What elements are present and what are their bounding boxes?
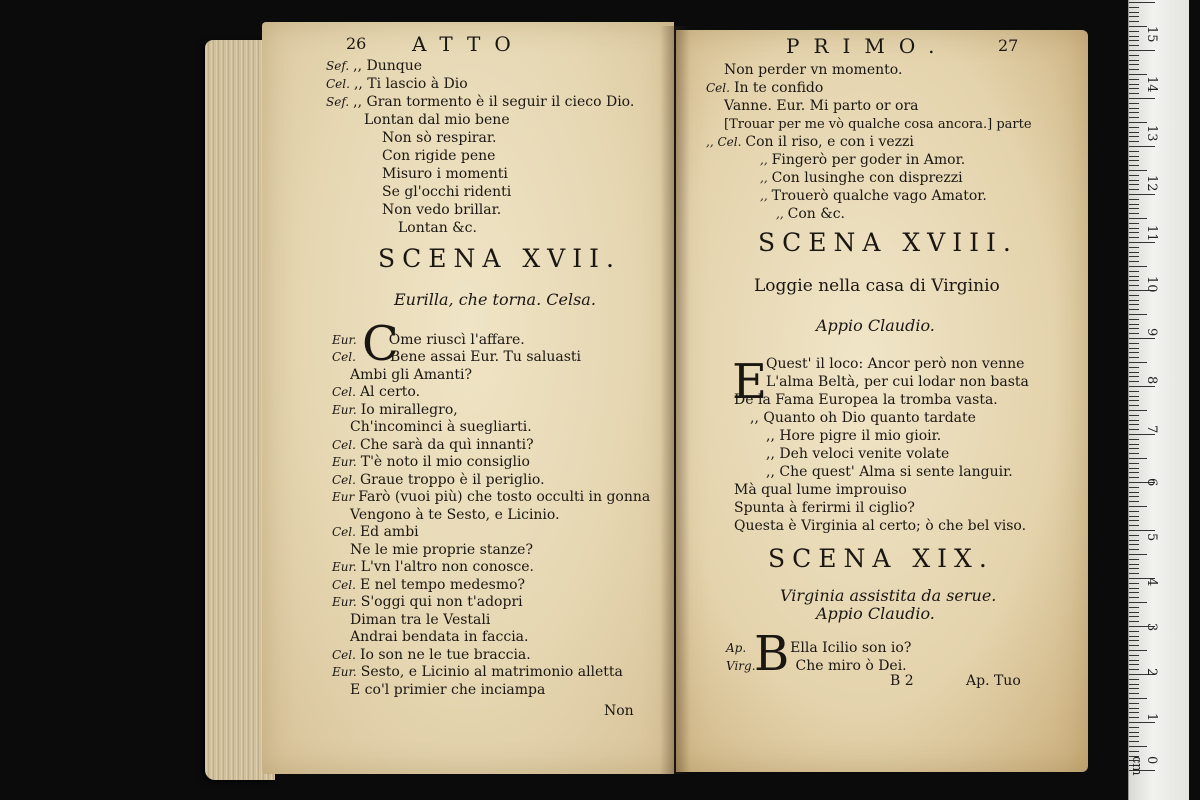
ruler-tick	[1129, 501, 1139, 502]
ruler-tick	[1129, 31, 1139, 32]
ruler-tick	[1129, 165, 1139, 166]
dialogue-line: Cel. Bene assai Eur. Tu saluasti	[332, 349, 582, 365]
ruler-tick	[1129, 472, 1139, 473]
ruler-tick	[1129, 429, 1139, 430]
dialogue-line: Virg. Che miro ò Dei.	[726, 658, 907, 674]
ruler-tick	[1129, 122, 1147, 123]
ruler-label: 13	[1144, 125, 1159, 142]
ruler-tick	[1129, 319, 1139, 320]
ruler-label: 14	[1144, 76, 1159, 93]
verse-line: Cel. ,, Ti lascio à Dio	[326, 76, 468, 92]
verse-line: Non sò respirar.	[382, 130, 497, 146]
drop-cap: C	[362, 316, 399, 372]
ruler-tick	[1129, 300, 1139, 301]
ruler-tick	[1129, 640, 1139, 641]
dialogue-line: E co'l primier che inciampa	[350, 682, 546, 698]
left-running-head: ATTO	[412, 32, 525, 56]
ruler-tick	[1129, 650, 1147, 651]
ruler-tick	[1129, 333, 1139, 334]
verse-line: ,, Fingerò per goder in Amor.	[760, 152, 966, 168]
ruler-tick	[1129, 228, 1139, 229]
dialogue-line: Eur Farò (vuoi più) che tosto occulti in gonna	[332, 489, 651, 505]
ruler-tick	[1129, 324, 1139, 325]
ruler-label: 8	[1144, 376, 1159, 385]
ruler-tick	[1129, 55, 1139, 56]
ruler-tick	[1129, 242, 1155, 243]
dialogue-line: Eur. Ome riuscì l'affare.	[332, 332, 525, 348]
dialogue-line: Ambi gli Amanti?	[350, 367, 473, 383]
scene-subtitle: Eurilla, che torna. Celsa.	[394, 290, 596, 309]
ruler-tick	[1129, 410, 1147, 411]
scene-heading: Loggie nella casa di Virginio	[754, 276, 1000, 296]
ruler-label: 0 cm	[1129, 756, 1159, 776]
ruler-tick	[1129, 69, 1139, 70]
ruler-tick	[1129, 40, 1139, 41]
monologue-line: ,, Hore pigre il mio gioir.	[766, 428, 942, 444]
right-page-number: 27	[998, 36, 1019, 55]
ruler-tick	[1129, 36, 1139, 37]
ruler-tick	[1129, 213, 1139, 214]
ruler-tick	[1129, 376, 1139, 377]
ruler-tick	[1129, 223, 1139, 224]
ruler-tick	[1129, 487, 1139, 488]
ruler-label: 5	[1144, 533, 1159, 542]
ruler-tick	[1129, 314, 1147, 315]
ruler-tick	[1129, 103, 1139, 104]
ruler-tick	[1129, 295, 1139, 296]
ruler-tick	[1129, 50, 1155, 51]
dialogue-line: Eur. S'oggi qui non t'adopri	[332, 594, 523, 610]
ruler-tick	[1129, 463, 1139, 464]
catchword: Ap. Tuo	[966, 673, 1021, 689]
ruler-tick	[1129, 424, 1139, 425]
ruler-label: 2	[1144, 668, 1159, 677]
ruler-label: 6	[1144, 478, 1159, 487]
ruler-tick	[1129, 698, 1147, 699]
ruler-tick	[1129, 338, 1155, 339]
ruler-tick	[1129, 74, 1147, 75]
ruler-tick	[1129, 588, 1139, 589]
dialogue-line: Cel. Ed ambi	[332, 524, 419, 540]
monologue-line: Mà qual lume improuiso	[734, 482, 907, 498]
ruler-tick	[1129, 184, 1139, 185]
ruler-tick	[1129, 367, 1139, 368]
ruler-tick	[1129, 607, 1139, 608]
ruler-tick	[1129, 520, 1139, 521]
ruler-tick	[1129, 141, 1139, 142]
ruler-tick	[1129, 506, 1147, 507]
ruler-tick	[1129, 64, 1139, 65]
ruler-tick	[1129, 204, 1139, 205]
verse-line: Non perder vn momento.	[724, 62, 903, 78]
dialogue-line: Eur. Sesto, e Licinio al matrimonio alletta	[332, 664, 623, 680]
ruler-tick	[1129, 453, 1139, 454]
ruler-tick	[1129, 156, 1139, 157]
ruler-label: 11	[1144, 225, 1159, 242]
ruler-tick	[1129, 400, 1139, 401]
verse-line: Lontan &c.	[398, 220, 477, 236]
ruler-tick	[1129, 420, 1139, 421]
ruler-tick	[1129, 669, 1139, 670]
ruler-tick	[1129, 448, 1139, 449]
ruler-tick	[1129, 348, 1139, 349]
ruler-tick	[1129, 645, 1139, 646]
ruler-tick	[1129, 434, 1155, 435]
scene-subtitle: Appio Claudio.	[816, 316, 935, 335]
ruler-tick	[1129, 7, 1139, 8]
ruler-label: 7	[1144, 425, 1159, 434]
ruler-tick	[1129, 352, 1139, 353]
scene-title: SCENA XVII.	[378, 244, 621, 273]
ruler-tick	[1129, 98, 1155, 99]
ruler-tick	[1129, 597, 1139, 598]
verse-line: Sef. ,, Gran tormento è il seguir il cieco Dio.	[326, 94, 635, 110]
ruler-tick	[1129, 616, 1139, 617]
ruler-tick	[1129, 175, 1139, 176]
verse-line: ,, Con &c.	[776, 206, 846, 222]
ruler-tick	[1129, 309, 1139, 310]
ruler-label: 12	[1144, 175, 1159, 192]
ruler-tick	[1129, 357, 1139, 358]
left-page	[262, 22, 674, 774]
ruler-tick	[1129, 727, 1139, 728]
ruler-tick	[1129, 136, 1139, 137]
ruler-tick	[1129, 261, 1139, 262]
scene-subtitle-2a: Virginia assistita da serue.	[780, 586, 997, 605]
ruler-label: 15	[1144, 26, 1159, 43]
dialogue-line: Ap. Ella Icilio son io?	[726, 640, 912, 656]
dialogue-line: Vengono à te Sesto, e Licinio.	[350, 507, 560, 523]
left-page-number: 26	[346, 34, 367, 53]
ruler-tick	[1129, 405, 1139, 406]
ruler-tick	[1129, 285, 1139, 286]
ruler-tick	[1129, 252, 1139, 253]
ruler-tick	[1129, 468, 1139, 469]
ruler-tick	[1129, 549, 1139, 550]
ruler-tick	[1129, 660, 1139, 661]
ruler-tick	[1129, 708, 1139, 709]
ruler-tick	[1129, 516, 1139, 517]
monologue-line: Spunta à ferirmi il ciglio?	[734, 500, 915, 516]
ruler-tick	[1129, 12, 1139, 13]
ruler-tick	[1129, 732, 1139, 733]
monologue-line: ,, Quanto oh Dio quanto tardate	[750, 410, 976, 426]
verse-line: Misuro i momenti	[382, 166, 508, 182]
ruler-tick	[1129, 16, 1139, 17]
right-page	[676, 30, 1088, 772]
ruler-tick	[1129, 525, 1139, 526]
ruler-tick	[1129, 631, 1139, 632]
dialogue-line: Ch'incominci à suegliarti.	[350, 419, 532, 435]
ruler-tick	[1129, 458, 1147, 459]
scene-title: SCENA XVIII.	[758, 228, 1018, 257]
ruler-tick	[1129, 218, 1147, 219]
dialogue-line: Andrai bendata in faccia.	[350, 629, 529, 645]
ruler-tick	[1129, 127, 1139, 128]
ruler-tick	[1129, 544, 1139, 545]
ruler-tick	[1129, 612, 1139, 613]
catchword: Non	[604, 703, 634, 719]
ruler-tick	[1129, 194, 1155, 195]
signature-mark: B 2	[890, 673, 914, 689]
ruler-tick	[1129, 559, 1139, 560]
ruler-tick	[1129, 712, 1139, 713]
ruler-tick	[1129, 208, 1139, 209]
ruler-tick	[1129, 237, 1139, 238]
verse-line: Non vedo brillar.	[382, 202, 502, 218]
measuring-ruler	[1128, 0, 1189, 800]
ruler-tick	[1129, 160, 1139, 161]
dialogue-line: Diman tra le Vestali	[350, 612, 491, 628]
ruler-tick	[1129, 573, 1139, 574]
ruler-tick	[1129, 751, 1139, 752]
ruler-tick	[1129, 535, 1139, 536]
dialogue-line: Eur. T'è noto il mio consiglio	[332, 454, 530, 470]
ruler-tick	[1129, 88, 1139, 89]
ruler-tick	[1129, 132, 1139, 133]
dialogue-line: Cel. Al certo.	[332, 384, 421, 400]
ruler-tick	[1129, 664, 1139, 665]
ruler-tick	[1129, 621, 1139, 622]
verse-line: Sef. ,, Dunque	[326, 58, 423, 74]
monologue-line: De la Fama Europea la tromba vasta.	[734, 392, 998, 408]
ruler-tick	[1129, 736, 1139, 737]
ruler-tick	[1129, 60, 1139, 61]
ruler-tick	[1129, 496, 1139, 497]
ruler-tick	[1129, 232, 1139, 233]
ruler-tick	[1129, 722, 1155, 723]
ruler-tick	[1129, 151, 1139, 152]
ruler-tick	[1129, 271, 1139, 272]
ruler-tick	[1129, 362, 1147, 363]
ruler-tick	[1129, 655, 1139, 656]
ruler-tick	[1129, 280, 1139, 281]
ruler-label: 9	[1144, 328, 1159, 337]
monologue-line: L'alma Beltà, per cui lodar non basta	[766, 374, 1029, 390]
ruler-tick	[1129, 391, 1139, 392]
ruler-tick	[1129, 592, 1139, 593]
ruler-tick	[1129, 540, 1139, 541]
ruler-tick	[1129, 276, 1139, 277]
dialogue-line: Cel. E nel tempo medesmo?	[332, 577, 526, 593]
ruler-tick	[1129, 381, 1139, 382]
verse-line: [Trouar per me vò qualche cosa ancora.] parte	[724, 117, 1032, 132]
ruler-tick	[1129, 564, 1139, 565]
ruler-tick	[1129, 636, 1139, 637]
monologue-line: ,, Che quest' Alma si sente languir.	[766, 464, 1013, 480]
ruler-tick	[1129, 602, 1147, 603]
ruler-tick	[1129, 444, 1139, 445]
verse-line: ,, Con lusinghe con disprezzi	[760, 170, 963, 186]
drop-cap: E	[732, 354, 768, 410]
right-running-head: PRIMO.	[786, 34, 949, 58]
dialogue-line: Eur. Io mirallegro,	[332, 402, 458, 418]
ruler-tick	[1129, 439, 1139, 440]
ruler-tick	[1129, 554, 1147, 555]
verse-line: ,, Cel. Con il riso, e con i vezzi	[706, 134, 914, 150]
ruler-tick	[1129, 568, 1139, 569]
drop-cap: B	[754, 626, 790, 682]
dialogue-line: Cel. Che sarà da quì innanti?	[332, 437, 534, 453]
verse-line: Cel. In te confido	[706, 80, 824, 96]
ruler-tick	[1129, 117, 1139, 118]
monologue-line: Quest' il loco: Ancor però non venne	[766, 356, 1025, 372]
ruler-tick	[1129, 693, 1139, 694]
monologue-line: Questa è Virginia al certo; ò che bel viso.	[734, 518, 1027, 534]
ruler-tick	[1129, 199, 1139, 200]
ruler-tick	[1129, 266, 1147, 267]
ruler-tick	[1129, 372, 1139, 373]
ruler-tick	[1129, 530, 1155, 531]
ruler-tick	[1129, 146, 1155, 147]
scene-subtitle-2b: Appio Claudio.	[816, 604, 935, 623]
ruler-tick	[1129, 2, 1155, 3]
ruler-tick	[1129, 21, 1139, 22]
ruler-tick	[1129, 84, 1139, 85]
ruler-tick	[1129, 717, 1139, 718]
ruler-tick	[1129, 108, 1139, 109]
ruler-tick	[1129, 583, 1139, 584]
dialogue-line: Eur. L'vn l'altro non conosce.	[332, 559, 534, 575]
ruler-tick	[1129, 415, 1139, 416]
ruler-tick	[1129, 180, 1139, 181]
verse-line: Con rigide pene	[382, 148, 496, 164]
verse-line: Se gl'occhi ridenti	[382, 184, 512, 200]
ruler-tick	[1129, 684, 1139, 685]
dialogue-line: Cel. Graue troppo è il periglio.	[332, 472, 545, 488]
ruler-tick	[1129, 328, 1139, 329]
ruler-tick	[1129, 247, 1139, 248]
ruler-label: 10	[1144, 276, 1159, 293]
ruler-tick	[1129, 492, 1139, 493]
ruler-label: 1	[1144, 713, 1159, 722]
ruler-tick	[1129, 511, 1139, 512]
ruler-tick	[1129, 343, 1139, 344]
ruler-tick	[1129, 703, 1139, 704]
ruler-tick	[1129, 79, 1139, 80]
verse-line: ,, Trouerò qualche vago Amator.	[760, 188, 987, 204]
ruler-tick	[1129, 170, 1147, 171]
dialogue-line: Cel. Io son ne le tue braccia.	[332, 647, 531, 663]
scene-title-2: SCENA XIX.	[768, 544, 994, 573]
monologue-line: ,, Deh veloci venite volate	[766, 446, 950, 462]
ruler-tick	[1129, 45, 1139, 46]
ruler-label: 4	[1144, 578, 1159, 587]
ruler-tick	[1129, 189, 1139, 190]
ruler-tick	[1129, 679, 1139, 680]
verse-line: Vanne. Eur. Mi parto or ora	[724, 98, 919, 114]
ruler-tick	[1129, 477, 1139, 478]
ruler-tick	[1129, 93, 1139, 94]
ruler-tick	[1129, 112, 1139, 113]
ruler-tick	[1129, 256, 1139, 257]
ruler-tick	[1129, 688, 1139, 689]
ruler-tick	[1129, 396, 1139, 397]
ruler-tick	[1129, 741, 1139, 742]
dialogue-line: Ne le mie proprie stanze?	[350, 542, 533, 558]
ruler-tick	[1129, 746, 1147, 747]
ruler-tick	[1129, 386, 1155, 387]
verse-line: Lontan dal mio bene	[364, 112, 510, 128]
ruler-label: 3	[1144, 623, 1159, 632]
ruler-tick	[1129, 304, 1139, 305]
